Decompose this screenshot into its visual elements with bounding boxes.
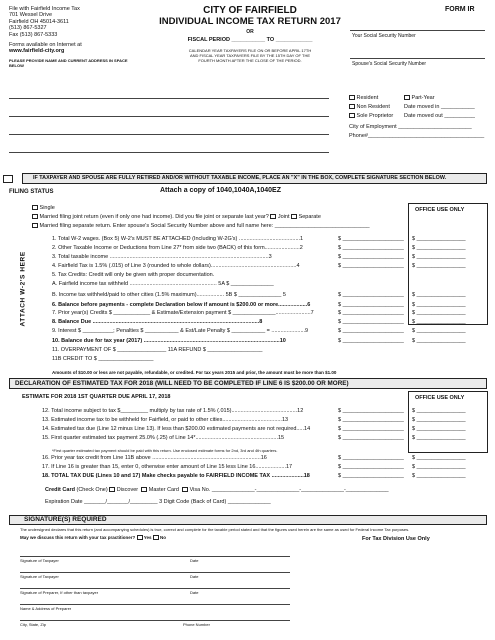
office-amount-field[interactable]: $ ________________ [412, 408, 466, 414]
fiscal-period[interactable]: FISCAL PERIOD ___________ TO ____________ [187, 37, 313, 43]
office-use-label: OFFICE USE ONLY [415, 207, 465, 213]
filing-joint: Married filing joint return (even if only one had income). Did you file joint or separate last year? Joint Separate [32, 214, 321, 220]
phone-field[interactable]: Phone#______________________________________ [349, 133, 485, 139]
office-amount-field[interactable]: $ ________________ [412, 245, 466, 251]
office-amount-field[interactable]: $ ________________ [412, 319, 466, 325]
amount-field[interactable]: $ ____________________ [338, 473, 404, 479]
address-note: PLEASE PROVIDE NAME AND CURRENT ADDRESS IN SPACE BELOW [9, 57, 128, 68]
retired-notice-bar [22, 173, 487, 184]
amount-field[interactable]: $ ____________________ [338, 417, 404, 423]
address-line: File with Fairfield Income Tax [9, 6, 80, 12]
forms-note: Forms available on Internet at [9, 42, 82, 49]
attach-w2-label: ATTACH W-2'S HERE [19, 251, 27, 327]
amount-field[interactable]: $ ____________________ [338, 236, 404, 242]
amount-field[interactable]: $ ____________________ [338, 408, 404, 414]
nonresident-label: Non Resident [356, 104, 390, 110]
filing-deadline-note: CALENDAR YEAR TAXPAYERS FILE ON OR BEFORE APRIL 17TH AND FISCAL YEAR TAXPAYERS FILE BY THE 15TH DAY OF THE FOURTH MONTH AFTER THE CLOSE OF THE PERIOD. [188, 48, 312, 63]
ssn-label: Your Social Security Number [352, 33, 416, 39]
address-line-input-3[interactable] [9, 152, 329, 153]
estimate-line: 15. First quarter estimated tax payment 25.0% (.25) of Line 14*......................................................15 [42, 435, 285, 441]
amount-field[interactable]: $ ____________________ [338, 302, 404, 308]
name-line[interactable] [9, 98, 329, 99]
office-amount-field[interactable]: $ ________________ [412, 236, 466, 242]
office-use-label-2: OFFICE USE ONLY [415, 395, 465, 401]
retired-checkbox[interactable] [3, 175, 13, 183]
address-line: (513) 867-5327 [9, 25, 47, 32]
signature-label: Signature of Taxpayer [20, 558, 59, 563]
amount-field[interactable]: $ ____________________ [338, 455, 404, 461]
office-amount-field[interactable]: $ ________________ [412, 292, 466, 298]
amount-field[interactable]: $ ____________________ [338, 263, 404, 269]
tax-line: 8. Balance Due .............................................................................................................8 [52, 319, 263, 325]
discover-checkbox[interactable] [109, 487, 115, 492]
tax-line: 5. Tax Credits: Credit will only be given with proper documentation. [52, 272, 215, 278]
amount-field[interactable]: $ ____________________ [338, 254, 404, 260]
amount-field[interactable]: $ ____________________ [338, 338, 404, 344]
mastercard-checkbox[interactable] [141, 487, 147, 492]
website-link[interactable]: www.fairfield-city.org [9, 48, 65, 55]
office-amount-field[interactable]: $ ________________ [412, 310, 466, 316]
date-moved-in[interactable]: Date moved in ___________ [404, 104, 475, 110]
tax-line: 6. Balance before payments - complete Declaration below if amount is $200.00 or more...................6 [52, 302, 311, 308]
signature-label: Signature of Preparer, If other than taxpayer [20, 590, 99, 595]
signature-line[interactable] [20, 556, 290, 557]
tax-line: 11B CREDIT TO $ __________________ [52, 356, 154, 362]
tax-division-label: For Tax Division Use Only [362, 536, 430, 542]
tax-line: A. Fairfield income tax withheld ......................................................... 5A $ ______________ [52, 281, 274, 287]
office-amount-field[interactable]: $ ________________ [412, 417, 466, 423]
expiration-row[interactable]: Expiration Date _______/_______/_________ 3 Digit Code (Back of Card) ______________ [45, 499, 271, 505]
estimate-line: 12. Total income subject to tax $_________ multiply by tax rate of 1.5% (.015)...........................................12 [42, 408, 304, 414]
estimate-line: 13. Estimated income tax to be withheld for Fairfield, or paid to other cities.......................................13 [42, 417, 289, 423]
signature-line[interactable] [20, 588, 290, 589]
office-amount-field[interactable]: $ ________________ [412, 338, 466, 344]
signature-declaration: The undersigned declares that this return (and accompanying schedules) is true, correct and complete for the taxable period stated and that the figures used herein are the same as used for Federal Income Tax purposes. [20, 527, 410, 532]
signature-date-label: Phone Number [183, 622, 210, 627]
date-moved-out[interactable]: Date moved out __________ [404, 113, 475, 119]
part-year-label: Part-Year [411, 95, 435, 101]
declaration-bar: DECLARATION OF ESTIMATED TAX FOR 2018 (WILL NEED TO BE COMPLETED IF LINE 6 IS $200.00 OR MORE) [9, 378, 487, 389]
tax-line: 7. Prior year(s) Credits $ ____________ & Estimate/Extension payment $ ______________.......................7 [52, 310, 314, 316]
credit-card-row: Credit Card (Check One) Discover Master Card Visa No. ______________-______________-______________-______________ [45, 487, 389, 493]
nonresident-checkbox[interactable] [349, 104, 355, 109]
ssn-line[interactable] [350, 30, 485, 31]
estimate-line: 17. If Line 16 is greater than 15, enter 0, otherwise enter amount of Line 15 less Line 16....................17 [42, 464, 293, 470]
signature-date-label: Date [190, 590, 199, 595]
yes-checkbox[interactable] [137, 535, 143, 540]
tax-line: B. Income tax withheld/paid to other cities (1.5% maximum).................. 5B $ ______________ 5 [52, 292, 286, 298]
signature-line[interactable] [20, 572, 290, 573]
spouse-ssn-line[interactable] [350, 58, 485, 59]
amount-field[interactable]: $ ____________________ [338, 319, 404, 325]
office-amount-field[interactable]: $ ________________ [412, 464, 466, 470]
address-line-input-2[interactable] [9, 134, 329, 135]
tax-line: 11. OVERPAYMENT OF $ ________________ 11A REFUND $ __________________ [52, 347, 263, 353]
form-title: INDIVIDUAL INCOME TAX RETURN 2017 [159, 16, 341, 27]
tax-line: 1. Total W-2 wages. (Box 5) W-2's MUST BE ATTACHED (Including W-2G's) ........................................1 [52, 236, 304, 242]
office-amount-field[interactable]: $ ________________ [412, 328, 466, 334]
office-amount-field[interactable]: $ ________________ [412, 263, 466, 269]
joint-lastyear-checkbox[interactable] [270, 214, 276, 219]
office-amount-field[interactable]: $ ________________ [412, 426, 466, 432]
office-amount-field[interactable]: $ ________________ [412, 254, 466, 260]
single-checkbox[interactable] [32, 205, 38, 210]
signature-bar: SIGNATURE(S) REQUIRED [9, 515, 487, 525]
signature-label: City, State, Zip [20, 622, 46, 627]
tax-line: 2. Other Taxable Income or Deductions from Line 27* from side two (BACK) of this form.......................2 [52, 245, 303, 251]
spouse-ssn-label: Spouse's Social Security Number [352, 61, 427, 67]
city-name: CITY OF FAIRFIELD [203, 5, 297, 16]
resident-label: Resident [356, 95, 379, 101]
discuss-row: May we discuss this return with your tax practitioner? Yes No [20, 535, 167, 540]
office-amount-field[interactable]: $ ________________ [412, 435, 466, 441]
city-of-employment[interactable]: City of Employment ________________________ [349, 124, 472, 130]
card-number-field[interactable]: No. ______________-______________-______________-______________ [201, 487, 389, 493]
signature-date-label: Date [190, 558, 199, 563]
sole-proprietor-label: Sole Proprietor [356, 113, 394, 119]
signature-line[interactable] [20, 620, 290, 621]
return-address [9, 6, 139, 68]
or-label: OR [246, 29, 254, 35]
separate-checkbox[interactable] [32, 223, 38, 228]
estimate-line: 16. Prior year tax credit from Line 11B above .......................................................................16 [42, 455, 267, 461]
tax-line: 3. Total taxable income ........................................................................................................3 [52, 254, 272, 260]
office-amount-field[interactable]: $ ________________ [412, 455, 466, 461]
no-checkbox[interactable] [153, 535, 159, 540]
address-line: Fairfield OH 45014-3611 [9, 18, 69, 25]
estimate-line: 14. Estimated tax due (Line 12 minus Line 13). If less than $200.00 estimated payments are not required.....14 [42, 426, 311, 432]
signature-line[interactable] [20, 604, 290, 605]
amount-field[interactable]: $ ____________________ [338, 292, 404, 298]
amount-field[interactable]: $ ____________________ [338, 310, 404, 316]
filing-status-heading: FILING STATUS [9, 189, 54, 195]
amount-field[interactable]: $ ____________________ [338, 435, 404, 441]
form-id: FORM IR [445, 6, 475, 13]
address-line: 701 Wessel Drive [9, 12, 52, 19]
visa-checkbox[interactable] [182, 487, 188, 492]
signature-label: Signature of Taxpayer [20, 574, 59, 579]
office-amount-field[interactable]: $ ________________ [412, 302, 466, 308]
estimate-heading: ESTIMATE FOR 2018 1ST QUARTER DUE APRIL 17, 2018 [22, 394, 171, 400]
amount-field[interactable]: $ ____________________ [338, 426, 404, 432]
amount-field[interactable]: $ ____________________ [338, 328, 404, 334]
filing-separate: Married filing separate return. Enter spouse's Social Security Number above and full name here: _______________________________ [32, 223, 370, 229]
tax-line: 10. Balance due for tax year (2017) .........................................................................................10 [52, 338, 286, 344]
amounts-note: Amounts of $10.00 or less are not payable, refundable, or credited. For tax years 2015 and prior, the amount must be more than $1.00 [52, 370, 337, 375]
retired-notice-text: IF TAXPAYER AND SPOUSE ARE FULLY RETIRED AND/OR WITHOUT TAXABLE INCOME, PLACE AN "X" IN THE BOX, COMPLETE SIGNATURE SECTION BELOW. [33, 175, 447, 181]
address-line: Fax (513) 867-5333 [9, 31, 58, 38]
amount-field[interactable]: $ ____________________ [338, 245, 404, 251]
resident-checkbox[interactable] [349, 95, 355, 100]
separate-lastyear-checkbox[interactable] [291, 214, 297, 219]
signature-label: Name & Address of Preparer [20, 606, 72, 611]
amount-field[interactable]: $ ____________________ [338, 464, 404, 470]
tax-line: 4. Fairfield Tax is 1.5% (.015) of Line 3 (rounded to whole dollars)........................................................4 [52, 263, 300, 269]
joint-checkbox[interactable] [32, 214, 38, 219]
filing-single: Single [32, 205, 55, 211]
estimate-footnote: *First quarter estimated tax payment should be paid with this return. Use enclosed estimate forms for 2nd, 3rd and 4th quarters. [52, 448, 278, 453]
signature-date-label: Date [190, 574, 199, 579]
estimate-line: 18. TOTAL TAX DUE (Lines 10 and 17) Make checks payable to FAIRFIELD INCOME TAX .....................18 [42, 473, 310, 479]
tax-line: 9. Interest $ __________; Penalties $ ___________ & Est/Late Penalty $ ___________ = ......................9 [52, 328, 309, 334]
attach-1040-note: Attach a copy of 1040,1040A,1040EZ [160, 187, 282, 194]
sole-proprietor-checkbox[interactable] [349, 113, 355, 118]
part-year-checkbox[interactable] [404, 95, 410, 100]
address-line-input[interactable] [9, 116, 329, 117]
office-amount-field[interactable]: $ ________________ [412, 473, 466, 479]
